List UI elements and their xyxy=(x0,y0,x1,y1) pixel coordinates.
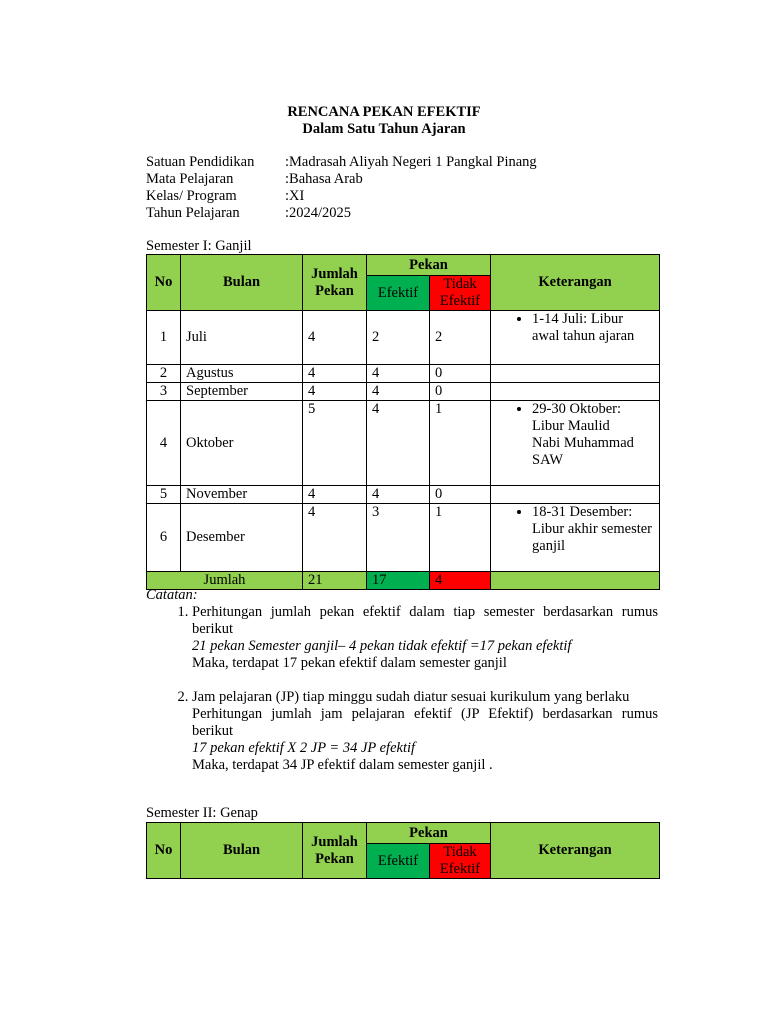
table-row xyxy=(147,365,660,383)
col-header-bulan: Bulan xyxy=(181,823,303,879)
cell-tidak-efektif: 0 xyxy=(430,486,491,504)
col-header-no: No xyxy=(147,255,181,311)
semester2-table xyxy=(146,822,660,879)
info-row xyxy=(146,188,304,205)
cell-efektif: 4 xyxy=(367,486,430,504)
cell-bulan: Agustus xyxy=(181,365,303,383)
cell-bulan: September xyxy=(181,383,303,401)
document-title: RENCANA PEKAN EFEKTIF xyxy=(287,104,481,120)
table-row xyxy=(147,383,660,401)
cell-tidak-efektif: 0 xyxy=(430,365,491,383)
note-item xyxy=(192,604,658,689)
keterangan-item: • 29-30 Oktober: Libur Maulid Nabi Muhammad SAW xyxy=(532,401,634,469)
table-row xyxy=(147,504,660,572)
cell-keterangan xyxy=(491,311,660,365)
cell-jumlah: 4 xyxy=(303,311,367,365)
table-row xyxy=(147,401,660,486)
cell-bulan: Juli xyxy=(181,311,303,365)
cell-total-tidak-efektif: 4 xyxy=(430,572,491,590)
cell-keterangan xyxy=(491,486,660,504)
cell-keterangan xyxy=(491,401,660,486)
keterangan-item: • 18-31 Desember: Libur akhir semester ganjil xyxy=(532,504,654,555)
cell-no: 2 xyxy=(147,365,181,383)
cell-bulan: November xyxy=(181,486,303,504)
col-header-tidak-efektif: Tidak Efektif xyxy=(430,844,491,879)
cell-no: 1 xyxy=(147,311,181,365)
col-header-bulan: Bulan xyxy=(181,255,303,311)
cell-jumlah: 4 xyxy=(303,383,367,401)
cell-total-efektif: 17 xyxy=(367,572,430,590)
col-header-keterangan: Keterangan xyxy=(491,823,660,879)
note-formula: 21 pekan Semester ganjil– 4 pekan tidak efektif =17 pekan efektif xyxy=(192,638,572,654)
note-text-2: Perhitungan jumlah jam pelajaran efektif (JP Efektif) berdasarkan rumus berikut xyxy=(192,706,658,739)
cell-no: 4 xyxy=(147,401,181,486)
note-text: 2. Jam pelajaran (JP) tiap minggu sudah diatur sesuai kurikulum yang berlaku xyxy=(192,689,630,705)
cell-no: 5 xyxy=(147,486,181,504)
cell-tidak-efektif: 1 xyxy=(430,401,491,486)
semester1-table xyxy=(146,254,660,590)
col-header-tidak-efektif: Tidak Efektif xyxy=(430,276,491,311)
table-header-row xyxy=(147,255,660,276)
cell-efektif: 4 xyxy=(367,383,430,401)
info-row xyxy=(146,171,363,188)
cell-efektif: 4 xyxy=(367,401,430,486)
document-subtitle: Dalam Satu Tahun Ajaran xyxy=(302,121,466,137)
col-header-pekan: Pekan xyxy=(367,823,491,844)
cell-tidak-efektif: 0 xyxy=(430,383,491,401)
cell-no: 6 xyxy=(147,504,181,572)
cell-no: 3 xyxy=(147,383,181,401)
cell-efektif: 4 xyxy=(367,365,430,383)
cell-efektif: 3 xyxy=(367,504,430,572)
info-value: :XI xyxy=(285,188,305,204)
col-header-keterangan: Keterangan xyxy=(491,255,660,311)
info-value: :2024/2025 xyxy=(285,205,352,221)
cell-total-label: Jumlah xyxy=(147,572,303,590)
col-header-efektif: Efektif xyxy=(367,844,430,879)
semester2-label: Semester II: Genap xyxy=(146,805,258,821)
note-item xyxy=(192,689,658,774)
info-label: Kelas/ Program xyxy=(146,188,237,204)
col-header-jumlah-pekan: Jumlah Pekan xyxy=(303,255,367,311)
cell-jumlah: 4 xyxy=(303,504,367,572)
semester1-label: Semester I: Ganjil xyxy=(146,238,252,254)
cell-keterangan xyxy=(491,383,660,401)
note-result: Maka, terdapat 17 pekan efektif dalam semester ganjil xyxy=(192,655,507,671)
col-header-no: No xyxy=(147,823,181,879)
notes-section xyxy=(146,587,658,774)
cell-total-jumlah: 21 xyxy=(303,572,367,590)
table-header-row xyxy=(147,823,660,844)
cell-bulan: Desember xyxy=(181,504,303,572)
note-result: Maka, terdapat 34 JP efektif dalam semester ganjil . xyxy=(192,757,493,773)
keterangan-item: • 1-14 Juli: Libur awal tahun ajaran xyxy=(532,311,654,345)
note-text: 1. Perhitungan jumlah pekan efektif dalam tiap semester berdasarkan rumus berikut xyxy=(192,604,658,637)
info-value: :Madrasah Aliyah Negeri 1 Pangkal Pinang xyxy=(285,154,537,170)
cell-efektif: 2 xyxy=(367,311,430,365)
info-value: :Bahasa Arab xyxy=(285,171,363,187)
note-formula: 17 pekan efektif X 2 JP = 34 JP efektif xyxy=(192,740,416,756)
info-label: Satuan Pendidikan xyxy=(146,154,255,170)
cell-bulan: Oktober xyxy=(181,401,303,486)
cell-tidak-efektif: 2 xyxy=(430,311,491,365)
cell-tidak-efektif: 1 xyxy=(430,504,491,572)
cell-jumlah: 5 xyxy=(303,401,367,486)
cell-jumlah: 4 xyxy=(303,486,367,504)
info-row xyxy=(146,154,537,171)
cell-jumlah: 4 xyxy=(303,365,367,383)
col-header-pekan: Pekan xyxy=(367,255,491,276)
cell-keterangan xyxy=(491,365,660,383)
table-row xyxy=(147,486,660,504)
info-row xyxy=(146,205,351,222)
col-header-jumlah-pekan: Jumlah Pekan xyxy=(303,823,367,879)
table-row xyxy=(147,311,660,365)
info-label: Tahun Pelajaran xyxy=(146,205,240,221)
notes-heading: Catatan: xyxy=(146,587,198,603)
col-header-efektif: Efektif xyxy=(367,276,430,311)
cell-keterangan xyxy=(491,504,660,572)
info-label: Mata Pelajaran xyxy=(146,171,234,187)
